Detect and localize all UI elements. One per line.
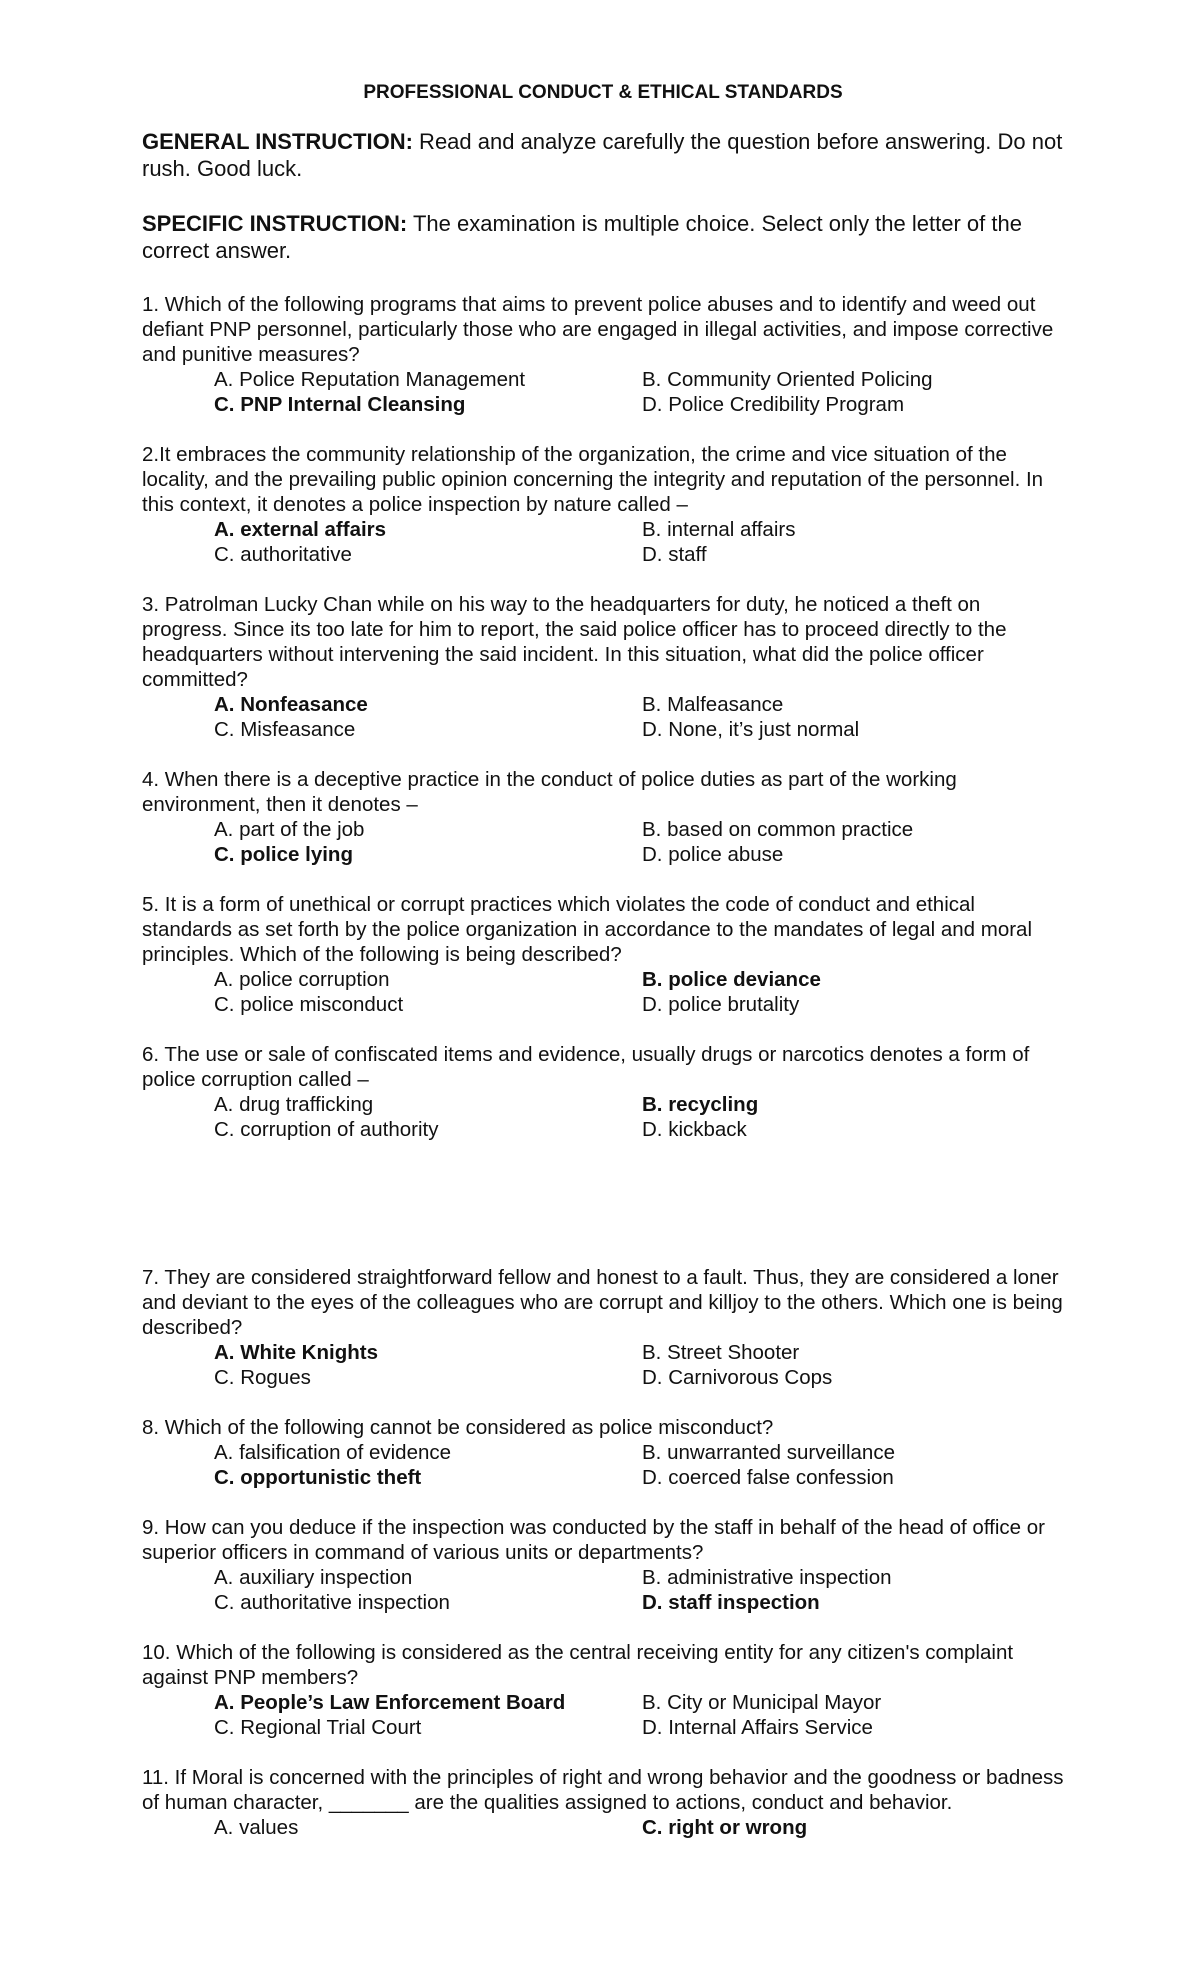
question-4 bbox=[142, 767, 1064, 867]
answer-choice: A. drug trafficking bbox=[214, 1093, 374, 1116]
answer-choice-correct: C. PNP Internal Cleansing bbox=[214, 393, 466, 416]
answer-choice: B. Malfeasance bbox=[642, 693, 784, 716]
answer-choice: D. police abuse bbox=[642, 843, 784, 866]
answer-choice: D. staff bbox=[642, 543, 707, 566]
question-stem: 1. Which of the following programs that aims to prevent police abuses and to identify and weed out defiant PNP personnel, particularly those who are engaged in illegal activities, and impose corrective and punitive measures? bbox=[142, 293, 1054, 366]
answer-choice: C. police misconduct bbox=[214, 993, 404, 1016]
answer-choice: B. Street Shooter bbox=[642, 1341, 800, 1364]
answer-choice: A. part of the job bbox=[214, 818, 365, 841]
question-stem: 8. Which of the following cannot be considered as police misconduct? bbox=[142, 1416, 774, 1439]
question-stem: 5. It is a form of unethical or corrupt practices which violates the code of conduct and ethical standards as set forth by the police organization in accordance to the mandates of legal and moral principles. Which of the following is being described? bbox=[142, 893, 1033, 966]
question-stem: 11. If Moral is concerned with the principles of right and wrong behavior and the goodness or badness of human character, _______ are the qualities assigned to actions, conduct and behavior. bbox=[142, 1766, 1064, 1814]
question-stem: 2.It embraces the community relationship of the organization, the crime and vice situation of the locality, and the prevailing public opinion concerning the integrity and reputation of the personnel. In this context, it denotes a police inspection by nature called – bbox=[142, 443, 1044, 516]
specific-instruction bbox=[142, 210, 1064, 264]
answer-choice-correct: A. White Knights bbox=[214, 1341, 378, 1364]
answer-choice: A. auxiliary inspection bbox=[214, 1566, 413, 1589]
answer-choice: D. Carnivorous Cops bbox=[642, 1366, 833, 1389]
general-instruction-label: GENERAL INSTRUCTION: bbox=[142, 129, 413, 154]
answer-choice: D. police brutality bbox=[642, 993, 800, 1016]
answer-choice-correct: D. staff inspection bbox=[642, 1591, 820, 1614]
question-7 bbox=[142, 1265, 1064, 1390]
question-stem: 7. They are considered straightforward fellow and honest to a fault. Thus, they are considered a loner and deviant to the eyes of the colleagues who are corrupt and killjoy to the others. Which one is being described? bbox=[142, 1266, 1063, 1339]
answer-choice: D. Internal Affairs Service bbox=[642, 1716, 873, 1739]
question-1 bbox=[142, 292, 1064, 417]
question-2 bbox=[142, 442, 1064, 567]
answer-choice-correct: C. right or wrong bbox=[642, 1816, 808, 1839]
general-instruction bbox=[142, 128, 1064, 182]
question-5 bbox=[142, 892, 1064, 1017]
question-9 bbox=[142, 1515, 1064, 1615]
answer-choices bbox=[142, 817, 1064, 867]
question-3 bbox=[142, 592, 1064, 742]
answer-choice: D. kickback bbox=[642, 1118, 747, 1141]
answer-choice: A. values bbox=[214, 1816, 299, 1839]
answer-choice-correct: A. external affairs bbox=[214, 518, 387, 541]
answer-choices bbox=[142, 967, 1064, 1017]
question-stem: 6. The use or sale of confiscated items and evidence, usually drugs or narcotics denotes a form of police corruption called – bbox=[142, 1043, 1030, 1091]
answer-choice: B. internal affairs bbox=[642, 518, 796, 541]
answer-choice: A. police corruption bbox=[214, 968, 390, 991]
question-stem: 10. Which of the following is considered as the central receiving entity for any citizen's complaint against PNP members? bbox=[142, 1641, 1014, 1689]
answer-choice: C. authoritative bbox=[214, 543, 352, 566]
answer-choice: D. Police Credibility Program bbox=[642, 393, 905, 416]
answer-choice: B. City or Municipal Mayor bbox=[642, 1691, 882, 1714]
answer-choice-correct: C. opportunistic theft bbox=[214, 1466, 422, 1489]
general-instruction-text: Read and analyze carefully the question before answering. Do not rush. Good luck. bbox=[142, 129, 1063, 181]
answer-choice: C. corruption of authority bbox=[214, 1118, 439, 1141]
answer-choice-correct: B. police deviance bbox=[642, 968, 821, 991]
page-title: PROFESSIONAL CONDUCT & ETHICAL STANDARDS bbox=[363, 82, 843, 103]
answer-choices bbox=[142, 1440, 1064, 1490]
question-6 bbox=[142, 1042, 1064, 1142]
answer-choice-correct: A. Nonfeasance bbox=[214, 693, 368, 716]
question-8 bbox=[142, 1415, 1064, 1490]
question-stem: 9. How can you deduce if the inspection was conducted by the staff in behalf of the head of office or superior officers in command of various units or departments? bbox=[142, 1516, 1045, 1564]
answer-choice: C. authoritative inspection bbox=[214, 1591, 450, 1614]
page-gap bbox=[142, 1167, 1064, 1265]
answer-choices bbox=[142, 1340, 1064, 1390]
question-list bbox=[142, 292, 1064, 1840]
answer-choices bbox=[142, 1815, 1064, 1840]
answer-choice: A. falsification of evidence bbox=[214, 1441, 452, 1464]
answer-choice: C. Rogues bbox=[214, 1366, 311, 1389]
answer-choices bbox=[142, 1690, 1064, 1740]
specific-instruction-text: The examination is multiple choice. Select only the letter of the correct answer. bbox=[142, 211, 1022, 263]
answer-choice: B. administrative inspection bbox=[642, 1566, 892, 1589]
answer-choice: D. coerced false confession bbox=[642, 1466, 894, 1489]
question-stem: 3. Patrolman Lucky Chan while on his way to the headquarters for duty, he noticed a theft on progress. Since its too late for him to report, the said police officer has to proceed directly to the headquarters without intervening the said incident. In this situation, what did the police officer committed? bbox=[142, 593, 1007, 691]
question-10 bbox=[142, 1640, 1064, 1740]
answer-choices bbox=[142, 517, 1064, 567]
answer-choice: B. Community Oriented Policing bbox=[642, 368, 933, 391]
answer-choice: C. Misfeasance bbox=[214, 718, 356, 741]
answer-choice: B. unwarranted surveillance bbox=[642, 1441, 895, 1464]
question-stem: 4. When there is a deceptive practice in the conduct of police duties as part of the working environment, then it denotes – bbox=[142, 768, 957, 816]
question-11 bbox=[142, 1765, 1064, 1840]
answer-choice: D. None, it’s just normal bbox=[642, 718, 860, 741]
answer-choices bbox=[142, 1565, 1064, 1615]
answer-choices bbox=[142, 367, 1064, 417]
answer-choices bbox=[142, 692, 1064, 742]
answer-choices bbox=[142, 1092, 1064, 1142]
specific-instruction-label: SPECIFIC INSTRUCTION: bbox=[142, 211, 408, 236]
answer-choice: C. Regional Trial Court bbox=[214, 1716, 422, 1739]
answer-choice: B. based on common practice bbox=[642, 818, 914, 841]
answer-choice-correct: C. police lying bbox=[214, 843, 353, 866]
answer-choice: A. Police Reputation Management bbox=[214, 368, 526, 391]
answer-choice-correct: B. recycling bbox=[642, 1093, 759, 1116]
answer-choice-correct: A. People’s Law Enforcement Board bbox=[214, 1691, 566, 1714]
